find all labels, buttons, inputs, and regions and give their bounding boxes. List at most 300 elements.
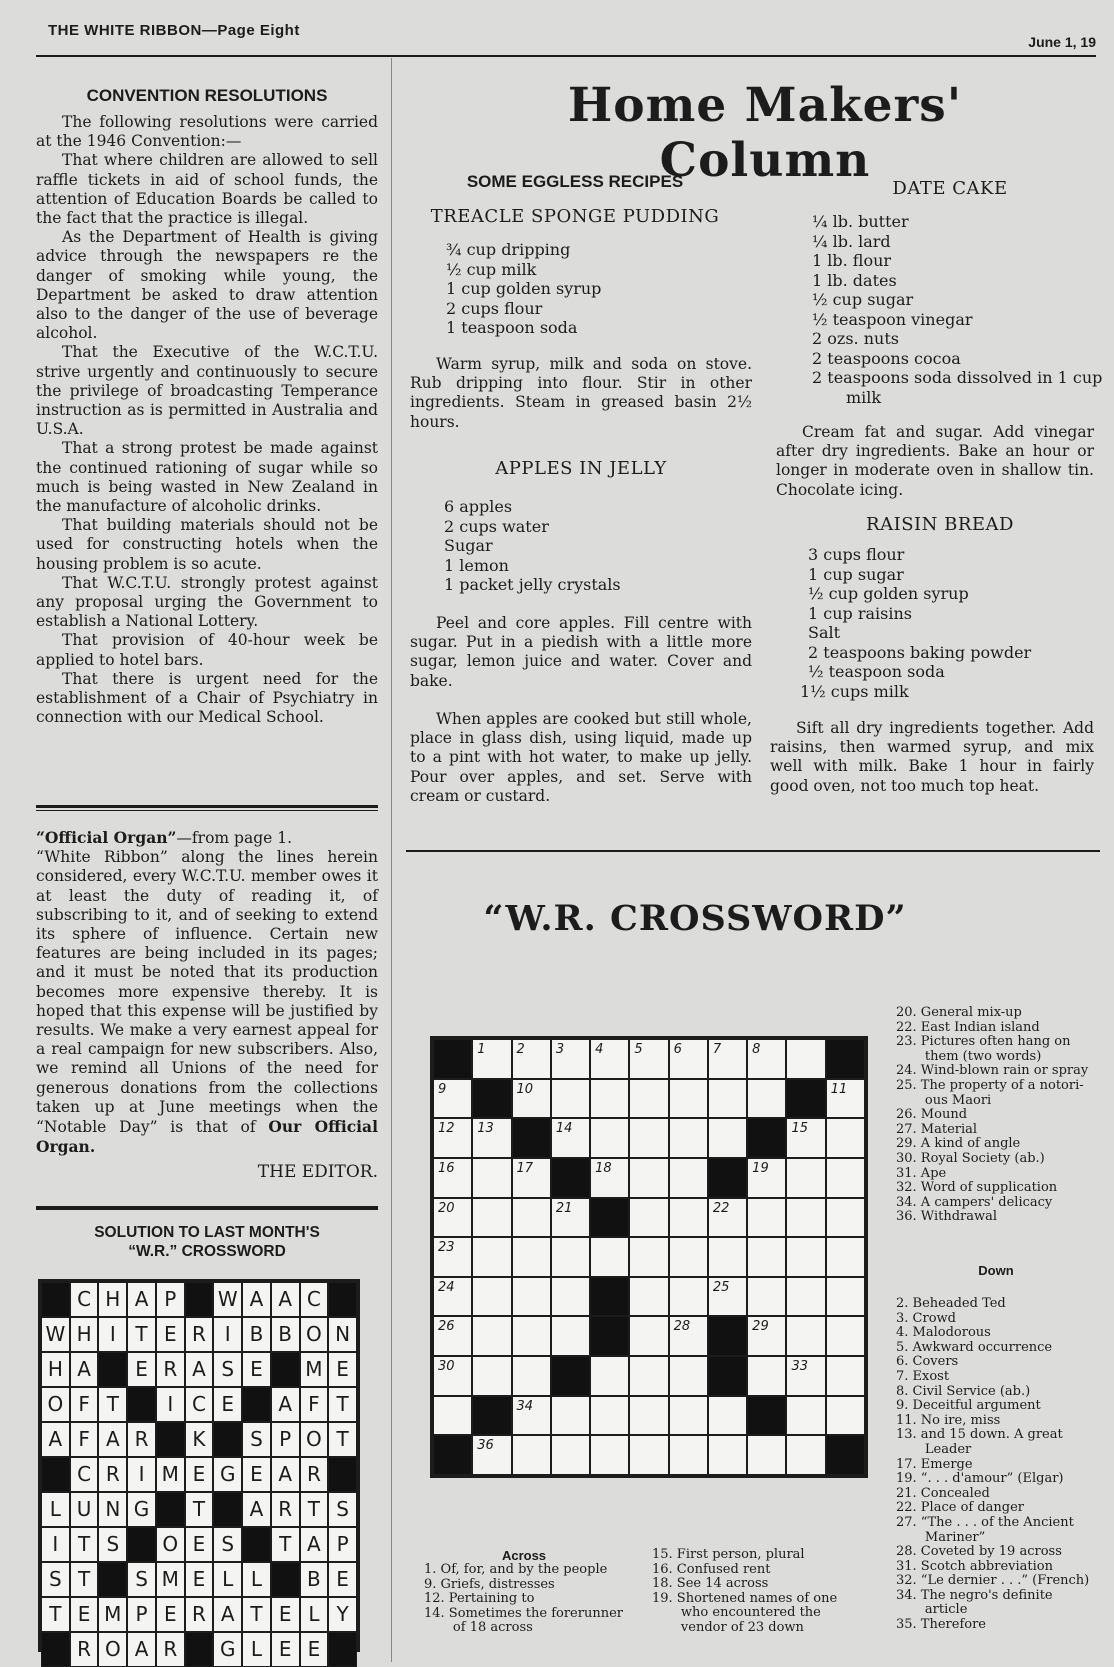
resolutions-title: CONVENTION RESOLUTIONS: [86, 86, 328, 105]
solution-letter-cell: A: [271, 1282, 300, 1317]
crossword-cell[interactable]: [786, 1118, 825, 1158]
clue-item: ous Maori: [896, 1092, 992, 1108]
page-header-title: THE WHITE RIBBON—Page Eight: [48, 22, 300, 39]
solution-letter-cell: E: [70, 1597, 99, 1632]
clue-item: 4. Malodorous: [896, 1325, 991, 1341]
across-clues-col2: [652, 1548, 888, 1636]
ingredient: ¼ lb. lard: [812, 231, 891, 251]
raisin-bread-title: RAISIN BREAD: [866, 514, 1014, 535]
crossword-cell[interactable]: [433, 1356, 472, 1396]
official-organ-bold: Our Official Organ.: [36, 1117, 378, 1157]
across-clues-col1: [424, 1563, 644, 1636]
solution-letter-cell: M: [156, 1562, 185, 1597]
solution-letter-cell: K: [185, 1422, 214, 1457]
clue-number: 14: [555, 1121, 573, 1137]
crossword-banner: “W.R. CROSSWORD”: [483, 898, 907, 939]
ingredient: 2 teaspoons baking powder: [808, 642, 1032, 662]
ingredient: ½ cup golden syrup: [808, 584, 969, 603]
crossword-black-cell: [472, 1396, 511, 1436]
solution-letter-cell: W: [41, 1317, 70, 1352]
solution-letter-cell: P: [156, 1282, 185, 1317]
crossword-cell[interactable]: [669, 1158, 708, 1198]
solution-letter-cell: H: [41, 1352, 70, 1387]
solution-letter-cell: H: [70, 1317, 99, 1352]
crossword-black-cell: [747, 1118, 786, 1158]
crossword-grid: [430, 1036, 868, 1478]
solution-letter-cell: T: [127, 1317, 156, 1352]
crossword-cell[interactable]: [826, 1396, 865, 1436]
ingredient: Sugar: [444, 536, 493, 555]
crossword-cell[interactable]: [629, 1079, 668, 1119]
clue-item: Mariner”: [896, 1529, 986, 1545]
crossword-black-cell: [826, 1435, 865, 1475]
crossword-cell[interactable]: [786, 1277, 825, 1317]
clue-number: 21: [555, 1200, 573, 1216]
crossword-cell[interactable]: [512, 1158, 551, 1198]
across-title: Across: [501, 1548, 547, 1563]
crossword-cell[interactable]: [472, 1356, 511, 1396]
solution-letter-cell: R: [156, 1632, 185, 1667]
page-header-date: June 1, 19: [1028, 34, 1096, 50]
official-organ-lead-rest: —from page 1.: [176, 829, 292, 847]
crossword-cell[interactable]: [708, 1039, 747, 1079]
header-rule: [36, 55, 1096, 57]
crossword-cell[interactable]: [708, 1237, 747, 1277]
treacle-ingredients: [446, 240, 601, 338]
crossword-cell[interactable]: [747, 1435, 786, 1475]
crossword-cell[interactable]: [708, 1435, 747, 1475]
clue-number: 18: [595, 1160, 612, 1176]
crossword-cell[interactable]: [472, 1118, 511, 1158]
clue-number: 11: [830, 1081, 848, 1097]
clue-item: 18. See 14 across: [652, 1576, 769, 1592]
solution-letter-cell: E: [127, 1352, 156, 1387]
crossword-cell[interactable]: [747, 1198, 786, 1238]
ingredient: 1 cup raisins: [808, 603, 913, 623]
crossword-cell[interactable]: [512, 1237, 551, 1277]
crossword-cell[interactable]: [629, 1198, 668, 1238]
crossword-cell[interactable]: [747, 1277, 786, 1317]
clue-number: 25: [712, 1279, 730, 1295]
crossword-cell[interactable]: [826, 1158, 865, 1198]
solution-letter-cell: R: [185, 1597, 214, 1632]
crossword-cell[interactable]: [826, 1277, 865, 1317]
home-makers-banner: Home Makers' Column: [567, 78, 963, 188]
crossword-cell[interactable]: [826, 1198, 865, 1238]
crossword-cell[interactable]: [590, 1039, 629, 1079]
solution-letter-cell: A: [242, 1282, 271, 1317]
solution-letter-cell: I: [156, 1387, 185, 1422]
crossword-cell[interactable]: [629, 1237, 668, 1277]
solution-black-cell: [242, 1387, 271, 1422]
crossword-cell[interactable]: [472, 1435, 511, 1475]
clue-item: 34. The negro's definite: [896, 1587, 1053, 1603]
solution-letter-cell: L: [242, 1632, 271, 1667]
solution-letter-cell: E: [213, 1387, 242, 1422]
ingredient: Salt: [808, 623, 841, 642]
crossword-black-cell: [708, 1158, 747, 1198]
solution-title-line1: SOLUTION TO LAST MONTH'S: [94, 1224, 320, 1241]
crossword-cell[interactable]: [708, 1396, 747, 1436]
solution-letter-cell: P: [127, 1597, 156, 1632]
solution-letter-cell: A: [185, 1352, 214, 1387]
solution-letter-cell: T: [328, 1387, 357, 1422]
clue-number: 16: [438, 1160, 455, 1176]
crossword-cell[interactable]: [708, 1079, 747, 1119]
solution-letter-cell: F: [70, 1387, 99, 1422]
clue-item: 9. Deceitful argument: [896, 1398, 1041, 1414]
solution-letter-cell: B: [271, 1317, 300, 1352]
crossword-cell[interactable]: [512, 1396, 551, 1436]
recipes-divider: [406, 850, 1100, 852]
clue-item: 23. Pictures often hang on: [896, 1034, 1071, 1050]
crossword-cell[interactable]: [551, 1118, 590, 1158]
clue-item: 2. Beheaded Ted: [896, 1296, 1006, 1311]
crossword-cell[interactable]: [669, 1079, 708, 1119]
crossword-black-cell: [708, 1356, 747, 1396]
clue-item: 11. No ire, miss: [896, 1412, 1001, 1428]
solution-black-cell: [328, 1282, 357, 1317]
crossword-cell[interactable]: [590, 1356, 629, 1396]
resolution-paragraph: That there is urgent need for the establishment of a Chair of Psychiatry in connection with our Medical School.: [36, 669, 378, 727]
solution-letter-cell: E: [156, 1317, 185, 1352]
crossword-cell[interactable]: [669, 1237, 708, 1277]
solution-letter-cell: I: [213, 1317, 242, 1352]
solution-letter-cell: T: [328, 1422, 357, 1457]
crossword-cell[interactable]: [551, 1079, 590, 1119]
solution-title: [36, 1223, 378, 1261]
crossword-cell[interactable]: [629, 1039, 668, 1079]
solution-letter-cell: A: [127, 1282, 156, 1317]
solution-letter-cell: Y: [328, 1597, 357, 1632]
crossword-cell[interactable]: [826, 1356, 865, 1396]
clue-item: 14. Sometimes the forerunner: [424, 1605, 623, 1621]
solution-letter-cell: I: [41, 1527, 70, 1562]
crossword-cell[interactable]: [669, 1356, 708, 1396]
solution-letter-cell: S: [98, 1527, 127, 1562]
crossword-cell[interactable]: [433, 1316, 472, 1356]
solution-letter-cell: M: [156, 1457, 185, 1492]
solution-letter-cell: E: [300, 1632, 329, 1667]
ingredient: 2 ozs. nuts: [812, 329, 899, 348]
solution-letter-cell: O: [300, 1317, 329, 1352]
crossword-cell[interactable]: [747, 1158, 786, 1198]
ingredient: milk: [846, 387, 882, 407]
crossword-cell[interactable]: [551, 1435, 590, 1475]
solution-letter-cell: T: [98, 1387, 127, 1422]
resolutions-divider: [36, 805, 378, 811]
solution-black-cell: [98, 1562, 127, 1597]
ingredient: 1 teaspoon soda: [446, 318, 578, 337]
solution-letter-cell: C: [300, 1282, 329, 1317]
solution-title-line2: “W.R.” CROSSWORD: [128, 1243, 286, 1260]
column-divider: [391, 58, 392, 1662]
solution-letter-cell: T: [242, 1597, 271, 1632]
crossword-cell[interactable]: [472, 1237, 511, 1277]
crossword-cell[interactable]: [512, 1198, 551, 1238]
clue-number: 7: [712, 1042, 722, 1057]
crossword-cell[interactable]: [786, 1039, 825, 1079]
crossword-cell[interactable]: [433, 1396, 472, 1436]
crossword-cell[interactable]: [669, 1118, 708, 1158]
clue-item: 27. Material: [896, 1121, 978, 1137]
clue-item: who encountered the: [652, 1605, 821, 1621]
crossword-black-cell: [551, 1356, 590, 1396]
crossword-cell[interactable]: [747, 1316, 786, 1356]
solution-black-cell: [271, 1352, 300, 1387]
crossword-cell[interactable]: [786, 1396, 825, 1436]
crossword-cell[interactable]: [590, 1118, 629, 1158]
across-clues-continued: [896, 1006, 1096, 1225]
solution-letter-cell: B: [300, 1562, 329, 1597]
crossword-cell[interactable]: [629, 1396, 668, 1436]
crossword-cell[interactable]: [433, 1118, 472, 1158]
solution-letter-cell: N: [98, 1492, 127, 1527]
official-organ-text: “White Ribbon” along the lines herein considered, every W.C.T.U. member owes it at least the duty of reading it, of subscribing to it, and of seeking to extend its sphere of influence. Certain new features are being included in its pages; and it must be noted that its production becomes more expensive thereby. It is hoped that this expense will be justified by results. We make a very earnest appeal for a real campaign for new subscribers. Also, we remind all Unions of the need for generous donations from the collections taken up at June meetings when the “Notable Day” is that of: [36, 848, 378, 1137]
solution-letter-cell: R: [156, 1352, 185, 1387]
clue-number: 4: [595, 1042, 604, 1057]
crossword-cell[interactable]: [433, 1277, 472, 1317]
ingredient: 2 cups water: [444, 516, 549, 536]
crossword-cell[interactable]: [708, 1118, 747, 1158]
solution-letter-cell: A: [271, 1387, 300, 1422]
solution-letter-cell: G: [213, 1632, 242, 1667]
crossword-cell[interactable]: [708, 1198, 747, 1238]
resolution-paragraph: That W.C.T.U. strongly protest against any proposal urging the Government to establish a National Lottery.: [36, 573, 378, 631]
solution-letter-cell: O: [300, 1422, 329, 1457]
solution-letter-cell: E: [328, 1352, 357, 1387]
clue-number: 20: [438, 1200, 455, 1216]
clue-item: them (two words): [896, 1048, 1042, 1064]
crossword-cell[interactable]: [629, 1356, 668, 1396]
official-organ-lead: “Official Organ”: [36, 828, 177, 847]
crossword-cell[interactable]: [472, 1158, 511, 1198]
crossword-cell[interactable]: [747, 1039, 786, 1079]
crossword-cell[interactable]: [512, 1435, 551, 1475]
crossword-cell[interactable]: [669, 1316, 708, 1356]
clue-item: Leader: [896, 1441, 972, 1457]
solution-black-cell: [41, 1457, 70, 1492]
apples-method-2: When apples are cooked but still whole, place in glass dish, using liquid, made up to a pint with hot water, to make up jelly. Pour over apples, and set. Serve with cream or custard.: [410, 710, 752, 805]
crossword-cell[interactable]: [669, 1039, 708, 1079]
clue-item: 29. A kind of angle: [896, 1136, 1021, 1152]
solution-letter-cell: A: [271, 1457, 300, 1492]
clue-item: 28. Coveted by 19 across: [896, 1544, 1062, 1560]
crossword-cell[interactable]: [512, 1316, 551, 1356]
clue-item: 12. Pertaining to: [424, 1591, 535, 1607]
crossword-cell[interactable]: [551, 1277, 590, 1317]
solution-letter-cell: A: [41, 1422, 70, 1457]
clue-item: 22. East Indian island: [896, 1019, 1040, 1035]
crossword-cell[interactable]: [629, 1118, 668, 1158]
crossword-cell[interactable]: [786, 1237, 825, 1277]
crossword-cell[interactable]: [590, 1079, 629, 1119]
crossword-cell[interactable]: [669, 1198, 708, 1238]
clue-number: 17: [516, 1160, 534, 1176]
clue-item: of 18 across: [424, 1620, 533, 1636]
resolution-paragraph: That building materials should not be used for constructing hotels when the housing problem is so acute.: [36, 516, 378, 573]
crossword-cell[interactable]: [551, 1039, 590, 1079]
crossword-cell[interactable]: [786, 1158, 825, 1198]
ingredient: 1 cup golden syrup: [446, 279, 602, 298]
ingredient: 1 lb. flour: [812, 251, 892, 270]
solution-letter-cell: O: [41, 1387, 70, 1422]
crossword-cell[interactable]: [551, 1316, 590, 1356]
solution-letter-cell: S: [242, 1422, 271, 1457]
solution-letter-cell: T: [300, 1492, 329, 1527]
solution-letter-cell: C: [70, 1457, 99, 1492]
crossword-black-cell: [708, 1316, 747, 1356]
crossword-cell[interactable]: [669, 1435, 708, 1475]
clue-item: 25. The property of a notori-: [896, 1077, 1084, 1093]
down-clues: [896, 1297, 1096, 1633]
crossword-cell[interactable]: [551, 1198, 590, 1238]
crossword-cell[interactable]: [747, 1356, 786, 1396]
solution-letter-cell: O: [98, 1632, 127, 1667]
ingredient: ½ teaspoon soda: [808, 662, 945, 681]
crossword-cell[interactable]: [590, 1237, 629, 1277]
solution-letter-cell: A: [242, 1492, 271, 1527]
solution-letter-cell: A: [127, 1632, 156, 1667]
clue-number: 2: [516, 1042, 525, 1057]
crossword-cell[interactable]: [512, 1277, 551, 1317]
crossword-cell[interactable]: [669, 1277, 708, 1317]
date-cake-title: DATE CAKE: [892, 178, 1008, 199]
solution-letter-cell: F: [70, 1422, 99, 1457]
ingredient: 1 lemon: [444, 555, 509, 575]
crossword-cell[interactable]: [433, 1158, 472, 1198]
ingredient: ½ cup sugar: [812, 290, 914, 309]
crossword-black-cell: [786, 1079, 825, 1119]
crossword-cell[interactable]: [629, 1316, 668, 1356]
solution-letter-cell: L: [300, 1597, 329, 1632]
clue-number: 34: [516, 1398, 534, 1414]
eggless-recipes-title: SOME EGGLESS RECIPES: [466, 172, 684, 191]
crossword-black-cell: [433, 1435, 472, 1475]
ingredient: ½ cup milk: [446, 259, 537, 279]
crossword-cell[interactable]: [433, 1079, 472, 1119]
crossword-cell[interactable]: [472, 1277, 511, 1317]
crossword-cell[interactable]: [629, 1435, 668, 1475]
crossword-cell[interactable]: [826, 1079, 865, 1119]
crossword-cell[interactable]: [433, 1237, 472, 1277]
solution-letter-cell: M: [98, 1597, 127, 1632]
clue-number: 29: [752, 1319, 769, 1335]
clue-item: 20. General mix-up: [896, 1005, 1022, 1020]
solution-letter-cell: H: [98, 1282, 127, 1317]
crossword-cell[interactable]: [786, 1198, 825, 1238]
clue-item: 6. Covers: [896, 1354, 959, 1370]
crossword-cell[interactable]: [629, 1158, 668, 1198]
resolution-paragraph: The following resolutions were carried at the 1946 Convention:—: [36, 113, 378, 151]
clue-item: 7. Exost: [896, 1368, 950, 1384]
clue-number: 12: [438, 1121, 455, 1137]
ingredient: ¾ cup dripping: [446, 240, 571, 259]
crossword-cell[interactable]: [512, 1079, 551, 1119]
solution-letter-cell: T: [41, 1597, 70, 1632]
official-organ-body: [36, 848, 378, 1157]
solution-letter-cell: E: [242, 1457, 271, 1492]
crossword-cell[interactable]: [590, 1435, 629, 1475]
solution-letter-cell: R: [185, 1317, 214, 1352]
crossword-cell[interactable]: [747, 1079, 786, 1119]
crossword-cell[interactable]: [826, 1316, 865, 1356]
solution-letter-cell: I: [127, 1457, 156, 1492]
ingredient: 6 apples: [444, 497, 513, 516]
clue-item: 27. “The . . . of the Ancient: [896, 1514, 1074, 1530]
date-cake-method: Cream fat and sugar. Add vinegar after dry ingredients. Bake an hour or longer in moderate oven in shallow tin. Chocolate icing.: [776, 423, 1094, 499]
clue-item: 31. Ape: [896, 1165, 947, 1181]
solution-letter-cell: C: [70, 1282, 99, 1317]
crossword-cell[interactable]: [551, 1396, 590, 1436]
crossword-cell[interactable]: [512, 1039, 551, 1079]
clue-item: article: [896, 1602, 968, 1618]
official-organ-divider: [36, 1206, 378, 1210]
down-title: Down: [978, 1263, 1014, 1278]
resolution-paragraph: That where children are allowed to sell raffle tickets in aid of school funds, the attention of Education Boards be called to the fact that the practice is illegal.: [36, 151, 378, 228]
solution-black-cell: [271, 1562, 300, 1597]
solution-letter-cell: A: [213, 1597, 242, 1632]
raisin-bread-ingredients: [800, 545, 1090, 701]
solution-letter-cell: R: [98, 1457, 127, 1492]
solution-letter-cell: C: [185, 1387, 214, 1422]
solution-letter-cell: L: [213, 1562, 242, 1597]
clue-number: 8: [752, 1042, 761, 1057]
clue-item: 15. First person, plural: [652, 1547, 805, 1562]
solution-letter-cell: E: [328, 1562, 357, 1597]
clue-number: 10: [516, 1081, 534, 1097]
solution-letter-cell: P: [328, 1527, 357, 1562]
crossword-cell[interactable]: [708, 1277, 747, 1317]
crossword-cell[interactable]: [786, 1435, 825, 1475]
crossword-cell[interactable]: [472, 1198, 511, 1238]
clue-number: 5: [634, 1042, 643, 1057]
crossword-cell[interactable]: [472, 1039, 511, 1079]
crossword-cell[interactable]: [669, 1396, 708, 1436]
crossword-cell[interactable]: [826, 1118, 865, 1158]
solution-letter-cell: E: [185, 1562, 214, 1597]
solution-letter-cell: A: [300, 1527, 329, 1562]
resolution-paragraph: That provision of 40-hour week be applied to hotel bars.: [36, 631, 378, 669]
clue-item: 9. Griefs, distresses: [424, 1576, 555, 1592]
clue-item: 26. Mound: [896, 1107, 968, 1123]
crossword-cell[interactable]: [590, 1396, 629, 1436]
crossword-cell[interactable]: [512, 1356, 551, 1396]
crossword-cell[interactable]: [590, 1158, 629, 1198]
treacle-title: TREACLE SPONGE PUDDING: [430, 206, 720, 227]
crossword-black-cell: [747, 1396, 786, 1436]
crossword-cell[interactable]: [826, 1237, 865, 1277]
ingredient: 1 cup sugar: [808, 564, 904, 584]
solution-black-cell: [156, 1492, 185, 1527]
ingredient: ½ teaspoon vinegar: [812, 309, 973, 329]
crossword-cell[interactable]: [472, 1316, 511, 1356]
crossword-cell[interactable]: [551, 1237, 590, 1277]
clue-number: 26: [438, 1319, 455, 1335]
ingredient: ¼ lb. butter: [812, 212, 909, 231]
solution-letter-cell: E: [185, 1457, 214, 1492]
crossword-cell[interactable]: [747, 1237, 786, 1277]
crossword-cell[interactable]: [433, 1198, 472, 1238]
crossword-cell[interactable]: [786, 1356, 825, 1396]
solution-letter-cell: R: [70, 1632, 99, 1667]
crossword-cell[interactable]: [786, 1316, 825, 1356]
solution-black-cell: [328, 1457, 357, 1492]
apples-ingredients: [444, 497, 621, 595]
clue-item: 5. Awkward occurrence: [896, 1339, 1053, 1355]
clue-item: 21. Concealed: [896, 1485, 990, 1501]
crossword-cell[interactable]: [629, 1277, 668, 1317]
